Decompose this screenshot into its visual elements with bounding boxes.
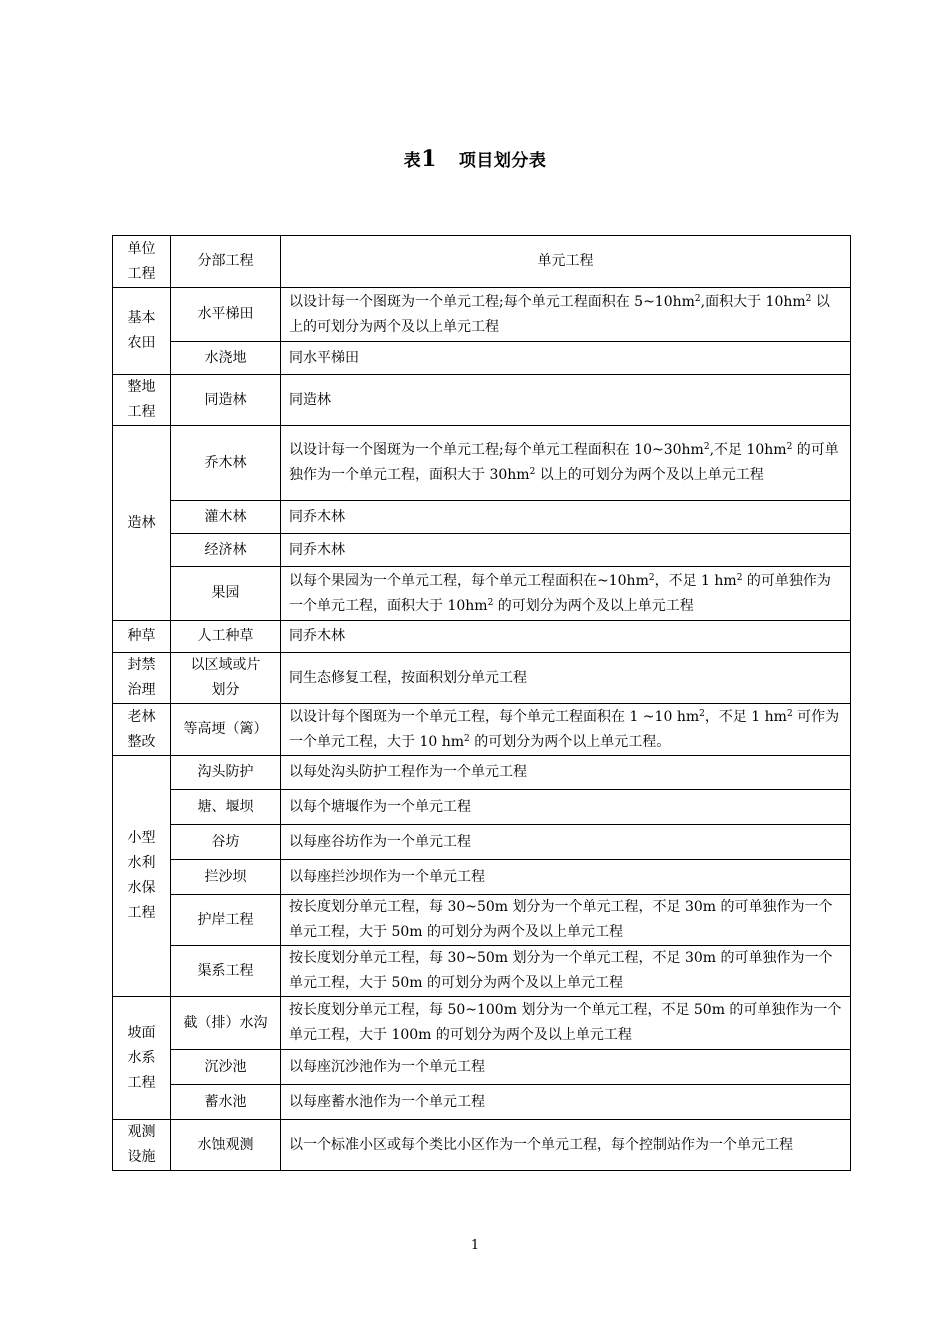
table-row: [113, 621, 851, 653]
unit-project-line: 工程: [127, 1074, 156, 1091]
element-project-cell: 以设计每一个图斑为一个单元工程;每个单元工程面积在 $5\sim 10hm^2$,面积大于 $10hm^2$ 以上的可划分为两个及以上单元工程: [281, 288, 851, 342]
unit-project-line: 水系: [127, 1049, 156, 1066]
sub-project-cell: [171, 426, 281, 501]
unit-project-line: 工程: [127, 905, 156, 921]
table-row: [113, 653, 851, 704]
sub-project-cell: [171, 1050, 281, 1085]
header-unit-project: [113, 236, 171, 288]
table-row: [113, 426, 851, 501]
superscript-2: 2: [699, 708, 705, 719]
unit-project-cell: [113, 375, 171, 426]
title-number: 1: [421, 146, 437, 172]
unit-project-cell: [113, 426, 171, 621]
header-c1-line0: 单位: [127, 240, 156, 257]
table-row: [113, 1085, 851, 1120]
element-project-cell: 以一个标准小区或每个类比小区作为一个单元工程，每个控制站作为一个单元工程: [281, 1120, 851, 1171]
page-number: 1: [470, 1238, 480, 1253]
sub-project-line: 沉沙池: [204, 1058, 247, 1075]
sub-project-cell: [171, 375, 281, 426]
element-project-cell: 以每处沟头防护工程作为一个单元工程: [281, 756, 851, 790]
unit-project-line: 种草: [127, 628, 156, 644]
title-text: 项目划分表: [458, 151, 547, 171]
unit-project-line: 工程: [127, 404, 156, 420]
superscript-2: 2: [529, 467, 536, 477]
project-division-table: [112, 235, 851, 1171]
header-element-project: 单元工程: [281, 236, 851, 288]
sub-project-line: 截（排）水沟: [183, 1014, 268, 1031]
sub-project-cell: [171, 653, 281, 704]
element-project-cell: 以设计每一个图斑为一个单元工程;每个单元工程面积在 $10\sim 30hm^2$,不足 $10hm^2$ 的可单独作为一个单元工程，面积大于 $30hm^2$ 以上的可划分为两个及以上单元工程: [281, 426, 851, 501]
table-row: [113, 375, 851, 426]
sub-project-cell: [171, 1085, 281, 1120]
sub-project-line: 水浇地: [204, 349, 247, 366]
sub-project-cell: [171, 895, 281, 946]
element-project-cell: 按长度划分单元工程，每 30~50m 划分为一个单元工程，不足 30m 的可单独作为一个单元工程，大于 50m 的可划分为两个及以上单元工程: [281, 895, 851, 946]
table-row: [113, 567, 851, 621]
sub-project-line: 灌木林: [204, 508, 247, 525]
table-row: [113, 288, 851, 342]
sub-project-line: 渠系工程: [197, 962, 254, 979]
sub-project-cell: [171, 621, 281, 653]
unit-project-line: 整地: [127, 379, 156, 395]
header-c1-line1: 工程: [127, 265, 156, 282]
sub-project-line: 果园: [211, 585, 240, 601]
unit-project-line: 基本: [127, 310, 156, 326]
sub-project-cell: [171, 825, 281, 860]
sub-project-cell: [171, 534, 281, 567]
sub-project-line: 人工种草: [197, 628, 254, 644]
element-project-cell: 同生态修复工程，按面积划分单元工程: [281, 653, 851, 704]
unit-project-line: 封禁: [127, 657, 156, 673]
superscript-2: 2: [703, 442, 710, 452]
header-sub-project: 分部工程: [171, 236, 281, 288]
element-project-cell: 以每座沉沙池作为一个单元工程: [281, 1050, 851, 1085]
table-row: [113, 790, 851, 825]
sub-project-line: 水平梯田: [197, 306, 254, 322]
element-project-cell: 同乔木林: [281, 621, 851, 653]
superscript-2: 2: [487, 597, 494, 608]
sub-project-cell: [171, 756, 281, 790]
unit-project-line: 造林: [127, 514, 156, 531]
element-project-cell: 同水平梯田: [281, 342, 851, 375]
sub-project-cell: [171, 342, 281, 375]
unit-project-cell: [113, 756, 171, 997]
sub-project-line: 塘、堰坝: [197, 798, 254, 815]
sub-project-line: 水蚀观测: [197, 1136, 254, 1153]
element-project-cell: 以每座拦沙坝作为一个单元工程: [281, 860, 851, 895]
element-project-cell: 同乔木林: [281, 534, 851, 567]
title-prefix: 表: [403, 151, 422, 171]
superscript-2: 2: [736, 572, 743, 583]
sub-project-line: 等高埂（篱）: [183, 721, 268, 737]
sub-project-cell: [171, 501, 281, 534]
table-row: [113, 704, 851, 756]
table-row: [113, 997, 851, 1050]
sub-project-line: 同造林: [204, 391, 247, 408]
sub-project-cell: [171, 567, 281, 621]
table-row: [113, 342, 851, 375]
sub-project-cell: [171, 704, 281, 756]
sub-project-line: 沟头防护: [197, 764, 254, 780]
superscript-2: 2: [786, 442, 793, 452]
sub-project-line: 谷坊: [211, 833, 240, 850]
sub-project-cell: [171, 1120, 281, 1171]
table-row: [113, 534, 851, 567]
sub-project-line: 划分: [211, 682, 240, 698]
table-row: [113, 860, 851, 895]
unit-project-line: 农田: [127, 335, 156, 351]
element-project-cell: 同造林: [281, 375, 851, 426]
sub-project-cell: [171, 790, 281, 825]
unit-project-cell: [113, 997, 171, 1120]
superscript-2: 2: [786, 708, 793, 719]
unit-project-line: 小型: [127, 830, 156, 846]
table-row: [113, 825, 851, 860]
sub-project-line: 经济林: [204, 541, 247, 558]
element-project-cell: 同乔木林: [281, 501, 851, 534]
sub-project-line: 拦沙坝: [204, 868, 247, 885]
unit-project-line: 观测: [127, 1124, 156, 1140]
unit-project-cell: [113, 288, 171, 375]
unit-project-line: 坡面: [127, 1024, 156, 1041]
element-project-cell: 以每个果园为一个单元工程，每个单元工程面积在$\sim 10hm^2$，不足 1 $hm^2$ 的可单独作为一个单元工程，面积大于 $10hm^2$ 的可划分为两个及以上单元工程: [281, 567, 851, 621]
table-row: [113, 756, 851, 790]
element-project-cell: 以设计每个图斑为一个单元工程，每个单元工程面积在 1 ~10 $hm^2$，不足 1 $hm^2$ 可作为一个单元工程，大于 10 $hm^2$ 的可划分为两个以上单元工程。: [281, 704, 851, 756]
unit-project-cell: [113, 621, 171, 653]
table-row: [113, 501, 851, 534]
sub-project-line: 蓄水池: [204, 1093, 247, 1110]
table-row: [113, 946, 851, 997]
unit-project-cell: [113, 653, 171, 704]
unit-project-line: 老林: [127, 708, 156, 725]
unit-project-line: 设施: [127, 1149, 156, 1165]
sub-project-cell: [171, 997, 281, 1050]
superscript-2: 2: [648, 572, 655, 583]
table-row: [113, 895, 851, 946]
element-project-cell: 以每个塘堰作为一个单元工程: [281, 790, 851, 825]
unit-project-cell: [113, 1120, 171, 1171]
table-row: [113, 1050, 851, 1085]
element-project-cell: 以每座蓄水池作为一个单元工程: [281, 1085, 851, 1120]
sub-project-line: 护岸工程: [197, 911, 254, 928]
sub-project-line: 乔木林: [204, 454, 247, 471]
superscript-2: 2: [464, 733, 470, 744]
sub-project-cell: [171, 946, 281, 997]
unit-project-line: 整改: [127, 733, 156, 750]
element-project-cell: 按长度划分单元工程，每 50~100m 划分为一个单元工程，不足 50m 的可单独作为一个单元工程，大于 100m 的可划分为两个及以上单元工程: [281, 997, 851, 1050]
unit-project-line: 治理: [127, 682, 156, 698]
table-row: [113, 1120, 851, 1171]
unit-project-line: 水利: [127, 855, 156, 871]
superscript-2: 2: [694, 293, 701, 304]
table-body: [113, 288, 851, 1171]
sub-project-line: 以区域或片: [190, 657, 261, 673]
element-project-cell: 按长度划分单元工程，每 30~50m 划分为一个单元工程，不足 30m 的可单独作为一个单元工程，大于 50m 的可划分为两个及以上单元工程: [281, 946, 851, 997]
element-project-cell: 以每座谷坊作为一个单元工程: [281, 825, 851, 860]
page-title: [0, 146, 950, 172]
unit-project-cell: [113, 704, 171, 756]
sub-project-cell: [171, 288, 281, 342]
unit-project-line: 水保: [127, 880, 156, 896]
superscript-2: 2: [805, 293, 812, 304]
sub-project-cell: [171, 860, 281, 895]
table-header-row: [113, 236, 851, 288]
